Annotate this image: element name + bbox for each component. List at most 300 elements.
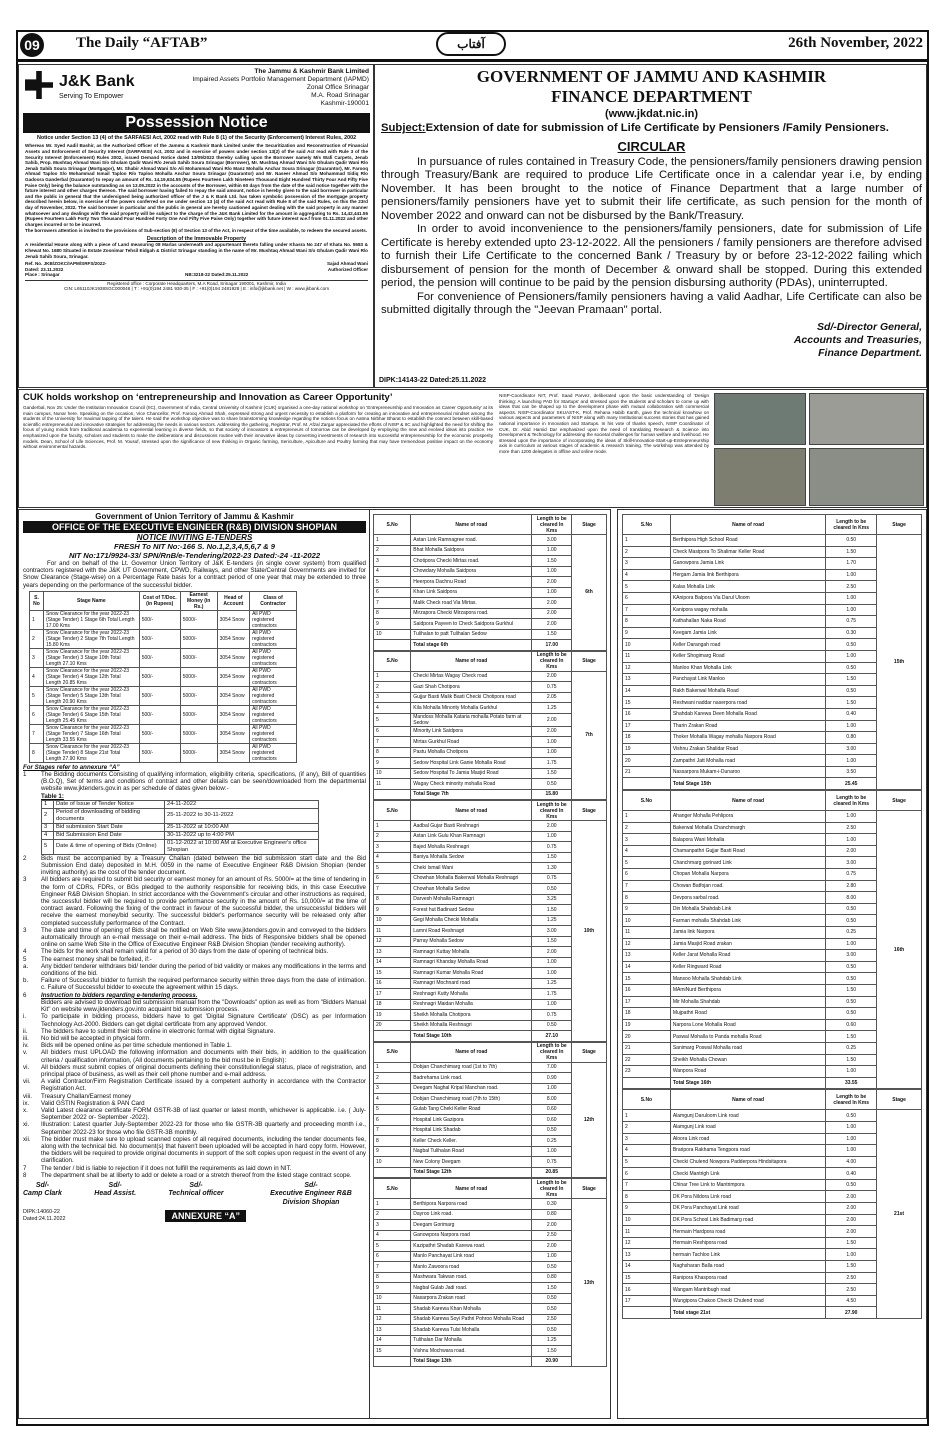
road-sno: 15: [623, 1272, 671, 1284]
road-length: 2.50: [826, 822, 877, 834]
signatory-1: Sd/-Director General,: [816, 320, 922, 333]
road-sno: 9: [374, 619, 411, 630]
road-row: [374, 671, 607, 682]
stage-total-label: Total stage 6th: [411, 640, 532, 651]
road-sno: 17: [623, 720, 671, 732]
property-heading: Description of the Immovable Property: [146, 235, 247, 242]
road-row: [374, 1199, 607, 1210]
stage-total-value: 20.90: [532, 1356, 572, 1367]
road-sno: 3: [374, 692, 411, 703]
condition-text: Treasury Challan/Earnest money: [41, 1092, 132, 1100]
work-table-cell: 5: [30, 686, 44, 705]
stage-col-header: Stage: [572, 1179, 607, 1199]
workshop-title: CUK holds workshop on ‘entrepreneurship and Innovation as Career Opportunity’: [23, 392, 393, 403]
road-name: Rakh Bakerwal Mohalla Road: [670, 685, 825, 697]
road-name: Mandoss Mohalla Kataria mohalla Potato farm at Sedow: [411, 713, 532, 726]
road-name: Wangam Mantribugh road: [670, 1284, 825, 1296]
road-name: Nagbal Tulihalan Road: [411, 1146, 532, 1157]
road-length: 3.25: [532, 894, 572, 905]
road-sno: 10: [374, 1293, 411, 1304]
stage-col-header: Name of road: [411, 515, 532, 535]
work-table-row: [30, 667, 297, 686]
road-sno: 19: [374, 1010, 411, 1021]
road-length: 0.30: [826, 627, 877, 639]
stage-label: 13th: [572, 1199, 607, 1367]
road-sno: 5: [623, 857, 671, 869]
road-sno: 12: [623, 1237, 671, 1249]
road-name: Parray Mohalla Sedow: [411, 936, 532, 947]
work-table-cell: All PWD registered contractors: [250, 610, 297, 629]
bank-tagline: Serving To Empower: [59, 93, 124, 100]
road-sno: 7: [374, 737, 411, 748]
road-sno: 4: [623, 1145, 671, 1157]
road-length: 0.50: [532, 1304, 572, 1315]
road-name: Dayroo Link road.: [411, 1209, 532, 1220]
road-sno: 11: [623, 927, 671, 939]
bank-name: J&K Bank: [59, 73, 135, 90]
road-length: 1.00: [826, 1121, 877, 1133]
condition-text: The date and time of opening of Bids shall be notified on Web Site www.jktenders.gov.in and conveyed to the bidders automatically through an e-mail message on their e-mail address. The bids of Responsive bidders shall be opened online on same Web Site in the Office of Executive Engineer R&B Division Shopian (tender receiving authority).: [41, 926, 366, 949]
stage-col-header: Length to be cleared In Kms: [532, 1042, 572, 1062]
signatory-2: Accounts and Treasuries,: [793, 333, 922, 346]
road-length: 0.50: [826, 685, 877, 697]
road-sno: 14: [623, 961, 671, 973]
workshop-photo-4: [809, 448, 924, 506]
condition-item: [23, 956, 366, 963]
road-name: Chopan Mohalla Narpora: [670, 869, 825, 881]
road-sno: 2: [374, 1073, 411, 1084]
condition-item: [23, 1136, 366, 1165]
condition-item: [23, 977, 366, 991]
road-name: Dobjan Chanchimarg road (1st to 7th): [411, 1062, 532, 1073]
workshop-col-2: NISP-Coordinator NIT, Prof. Saad Parvez, deliberated upon the basic understanding of ‘Design thinking: A launching PAD for Startups’ and stressed upon the students and scholars to come up with ideas that can be shaped up to the development phase with mutual collaboration with commercial aspects. NISP-Coordinator SKUAST-K, Prof. Rehana Habib Kanth, gave the technical knowhow on various aspects and parameters of NISP along with many Institutional success stories that has gained national importance in Innovation and Startups. In his vote of thanks speech, NISP Coordinator of CUK, Dr. Abid Hamid Dar emphasized upon the need of translating Research & Science into Development & Technology for addressing the societal challenges for human welfare and livelihood. He stressed upon the importance of incorporating the ideas of Skill-Innovation-Start-up-Entrepreneurship axis in curriculum at various stages of academic & research training. The workshop was attended by more than 1200 delegates in offline and online mode.: [499, 393, 709, 454]
work-table-header: S. No: [30, 591, 44, 610]
stage-table-header: [623, 1090, 922, 1110]
table1-label: Table 1:: [41, 792, 64, 800]
road-name: Vishnu Mochwara road.: [411, 1346, 532, 1357]
work-table-cell: All PWD registered contractors: [250, 648, 297, 667]
stage-label: 6th: [572, 535, 607, 651]
road-sno: 10: [374, 915, 411, 926]
workshop-photo-1: [714, 393, 806, 445]
schedule-cell: 25-11-2022 to 30-11-2022: [164, 808, 318, 823]
work-table-header: Head of Account: [217, 591, 249, 610]
condition-text: Instruction to bidders regarding e-tendering process.: [41, 991, 198, 999]
road-sno: 12: [623, 662, 671, 674]
work-table-header: Earnest Money (in Rs.): [180, 591, 217, 610]
tender-fresh: FRESH To NIT No:-166 S. No.1,2,3,4,5,6,7 & 9: [114, 542, 275, 551]
road-sno: 1: [374, 821, 411, 832]
road-sno: 11: [374, 779, 411, 790]
work-table-cell: 500/-: [139, 686, 180, 705]
stage-col-header: Length to be cleared In Kms: [826, 791, 877, 811]
work-table-row: [30, 705, 297, 724]
road-length: 1.00: [532, 999, 572, 1010]
road-name: Shadab Karewa Tulsi Mohalla: [411, 1325, 532, 1336]
road-length: 1.50: [826, 1261, 877, 1273]
work-table-cell: 500/-: [139, 705, 180, 724]
road-name: Hergam Jamia link Berthipora: [670, 569, 825, 581]
tender-nit: NIT No:171/9924-33/ SPN/RnB/e-Tendering/2022-23 Dated:-24 -11-2022: [68, 551, 321, 560]
road-length: 0.75: [532, 873, 572, 884]
road-length: 1.00: [532, 1251, 572, 1262]
road-length: 1.50: [532, 1346, 572, 1357]
stage-table: [373, 800, 607, 1042]
work-table-header: Stage Name: [43, 591, 139, 610]
road-length: 1.00: [826, 834, 877, 846]
road-sno: 6: [374, 587, 411, 598]
stage-col-header: Stage: [877, 515, 922, 535]
condition-text: No bid will be accepted in physical form.: [41, 1034, 152, 1042]
road-name: MAmiNurd Berthipora: [670, 984, 825, 996]
condition-item: [23, 1093, 366, 1100]
road-sno: 3: [623, 834, 671, 846]
road-length: 0.25: [532, 1136, 572, 1147]
road-length: 2.00: [532, 608, 572, 619]
stage-col-header: S.No: [623, 791, 671, 811]
road-name: Tulihalan to patt Tulihalan Sedow: [411, 629, 532, 640]
road-length: 1.00: [826, 720, 877, 732]
road-sno: 2: [374, 831, 411, 842]
road-name: Chowhan Mohalla Sedow: [411, 884, 532, 895]
condition-number: v.: [23, 1049, 28, 1057]
road-sno: 5: [623, 1156, 671, 1168]
stage-total-label: Total stage 21st: [670, 1307, 825, 1319]
road-sno: 4: [374, 703, 411, 714]
work-table-cell: 5000/-: [180, 610, 217, 629]
road-sno: 1: [374, 671, 411, 682]
road-sno: 11: [623, 650, 671, 662]
road-name: Ramnagri Khanday Mohalla Road: [411, 957, 532, 968]
road-length: 2.00: [826, 1191, 877, 1203]
road-length: 8.00: [532, 1094, 572, 1105]
road-sno: 1: [623, 535, 671, 547]
condition-item: [23, 876, 366, 926]
condition-text: All bidders must UPLOAD the following information and documents with their bids, in addition to the qualification criteria / qualification information, (All documents pertaining to the bid must be in English):: [41, 1049, 366, 1064]
road-length: 0.75: [532, 842, 572, 853]
work-table: [29, 591, 297, 763]
schedule-cell: 4: [42, 831, 54, 839]
work-table-cell: 6: [30, 705, 44, 724]
road-name: Manlo Zawoora road: [411, 1262, 532, 1273]
circular-para-3: For convenience of Pensioners/family pensioners having a valid Aadhar, Life Certificate can also be submitted digitally through the "Jeevan Pramaan" portal.: [381, 290, 922, 316]
road-sno: 8: [374, 608, 411, 619]
road-length: 0.50: [826, 662, 877, 674]
road-name: Wagay Check minority mohalla Road: [411, 779, 532, 790]
road-name: Hospital Link Gazipora: [411, 1115, 532, 1126]
road-length: 2.00: [826, 1214, 877, 1226]
road-name: Farman mohalla Shahdab Link: [670, 915, 825, 927]
work-table-cell: 5000/-: [180, 743, 217, 762]
road-sno: 5: [374, 713, 411, 726]
road-name: Alamgunj Daruloom Link road: [670, 1110, 825, 1122]
stage-table: [622, 790, 922, 1089]
road-sno: 12: [374, 1314, 411, 1325]
road-name: DK Pora Panchayat Link road: [670, 1203, 825, 1215]
road-length: 1.00: [826, 1145, 877, 1157]
road-name: Khan Link Saidpora: [411, 587, 532, 598]
road-length: 0.50: [532, 1125, 572, 1136]
road-name: Chinar Tree Link to Mantrimpora: [670, 1179, 825, 1191]
stage-col-header: Stage: [877, 791, 922, 811]
road-row: [374, 535, 607, 546]
condition-text: Illustration: Latest quarter July-September 2022-23 for those who file GSTR-3B quarterly and proceeding month i.e., September 2022-23 for those who file GSTR-3B monthly.: [41, 1121, 366, 1136]
road-name: Mirtas Gurkhul Road: [411, 737, 532, 748]
condition-number: vii.: [23, 1078, 31, 1086]
stage-table: [373, 514, 607, 651]
road-sno: 8: [374, 1136, 411, 1147]
stage-col-header: S.No: [374, 515, 411, 535]
road-length: 0.50: [826, 1179, 877, 1191]
stage-table-header: [623, 515, 922, 535]
road-length: 2.50: [826, 581, 877, 593]
road-name: Kathahallan Naka Road: [670, 616, 825, 628]
road-sno: 15: [623, 973, 671, 985]
road-length: 1.50: [532, 556, 572, 567]
schedule-cell: Bid Submission End Date: [54, 831, 165, 839]
road-name: Malik Check road Via Mirtas.: [411, 598, 532, 609]
road-length: 1.00: [532, 1083, 572, 1094]
road-sno: 18: [623, 732, 671, 744]
road-length: 1.50: [826, 984, 877, 996]
road-length: 1.00: [826, 592, 877, 604]
road-length: 0.25: [826, 1042, 877, 1054]
road-sno: 16: [623, 984, 671, 996]
road-sno: 6: [623, 592, 671, 604]
stage-label: 16th: [877, 811, 922, 1089]
road-name: Keller Jarat Mohalla Road: [670, 950, 825, 962]
road-sno: 7: [623, 1179, 671, 1191]
condition-item: [23, 1042, 366, 1049]
road-sno: 13: [623, 950, 671, 962]
road-sno: 10: [623, 1214, 671, 1226]
road-name: Ranipora Khaspora road: [670, 1272, 825, 1284]
condition-number: xi.: [23, 1121, 30, 1129]
possession-notice: [18, 64, 374, 388]
stage-total-value: 15.80: [532, 789, 572, 800]
schedule-cell: 5: [42, 839, 54, 854]
work-table-cell: 5000/-: [180, 724, 217, 743]
property-text: A residential House along with a piece of Land measuring 08 Marlas underneath and appurtenant thereto falling under Khasra No 247 of Khata No. 5583 & Khewat No. 1680 Situated in Estate Zoonimar Tehsil Eidgah & District Srinagar standing in the name of Mr. Mushtaq Ahmad Wani S/o Ghulam Qadir Wani R/o Jenab Sahib Soura, Srinagar.: [25, 242, 368, 259]
paper-logo: آفتاب: [436, 32, 506, 56]
road-sno: 8: [623, 892, 671, 904]
road-length: 1.25: [532, 1335, 572, 1346]
work-table-cell: Snow Clearance for the year 2022-23 (Stage Tender) 5 Stage 13th Total Length 20.90 Kms: [43, 686, 139, 705]
work-table-cell: All PWD registered contractors: [250, 667, 297, 686]
road-row: [374, 821, 607, 832]
schedule-cell: 30-11-2022 up to 4:00 PM: [164, 831, 318, 839]
condition-text: The tender / bid is liable to rejection if it does not fulfill the requirements as laid down in NIT.: [41, 1164, 292, 1172]
road-sno: 4: [623, 569, 671, 581]
road-name: Bajed Mohalla Reshnagri: [411, 842, 532, 853]
work-table-cell: 500/-: [139, 667, 180, 686]
road-name: Bakerwal Mohalla Chanchmargh: [670, 822, 825, 834]
road-name: Gazi Shah Chotipora: [411, 682, 532, 693]
work-table-row: [30, 724, 297, 743]
tender-intro: For and on behalf of the Lt. Governor Union Territory of J&K E-tenders (in single cover system) from qualified contractors registered with the J&K UT Government, CPWD, Railways, and other State/Central Governments are invited for Snow Clearance (Stage-wise) on a Percentage Rate basis for a contract period of one year that may be extended to three years depending on the performance of the successful bidder.: [23, 560, 366, 589]
road-name: Kila Mohalla Minority Mohalla Gurkhul: [411, 703, 532, 714]
road-length: 0.50: [532, 884, 572, 895]
work-table-cell: 5000/-: [180, 667, 217, 686]
circular-para-1: In pursuance of rules contained in Treasury Code, the pensioners/family pensioners drawing pension through Treasury/Bank are required to produce Life Certificate once in a calendar year i.e, by ending November. It has been brought to the notice of Finance Department that a large number of pensioners/family pensioners have yet to submit their life certificate, as such pension for the month of November 2022 and onward can not be disbursed by the Bank/Treasury.: [381, 155, 922, 222]
schedule-row: [42, 823, 319, 831]
road-sno: 3: [623, 558, 671, 570]
road-sno: 10: [374, 1157, 411, 1168]
road-sno: 21: [623, 1042, 671, 1054]
condition-text: All bidders must submit copies of original documents defining their constitution/legal status, place of registration, and principal place of business, as well as their cell phone number and e-mail address.: [41, 1063, 366, 1078]
road-name: Wanpora Road: [670, 1066, 825, 1078]
road-sno: 4: [374, 566, 411, 577]
road-sno: 1: [623, 811, 671, 823]
schedule-cell: 3: [42, 823, 54, 831]
road-sno: 6: [623, 1168, 671, 1180]
road-name: Minority Link Saidpora: [411, 726, 532, 737]
road-name: Ramnagri Kumar Mohalla Road: [411, 968, 532, 979]
signatory: Sd/- Executive Engineer R&B Division Shopian: [270, 1181, 352, 1206]
condition-text: The bidder must make sure to upload scanned copies of all required documents, including the tender documents fee, along with the technical bid. No document(s) that haven't been uploaded will be accepted in hard copy form. However, the bidders will be required to provide original documents in support of the soft copies upon request in the event of any clarification.: [41, 1135, 366, 1165]
stage-table: [373, 651, 607, 801]
stage-col-header: Length to be cleared In Kms: [532, 1179, 572, 1199]
stage-col-header: S.No: [623, 1090, 671, 1110]
road-length: 0.50: [826, 961, 877, 973]
dept-title: FINANCE DEPARTMENT: [551, 87, 752, 106]
road-name: Lamni Road Reshnagri: [411, 926, 532, 937]
stage-label: 15th: [877, 535, 922, 790]
stage-col-header: S.No: [374, 1179, 411, 1199]
circular-heading: CIRCULAR: [617, 138, 686, 154]
officer-name: Sajad Ahmad Wani: [326, 261, 368, 267]
road-length: 1.50: [826, 697, 877, 709]
stage-col-header: Length to be cleared In Kms: [532, 801, 572, 821]
road-name: Sanimarg Poswal Mohalla road: [670, 1042, 825, 1054]
road-length: 1.00: [532, 957, 572, 968]
road-length: 1.50: [532, 905, 572, 916]
road-name: Keller Shogimarg Road: [670, 650, 825, 662]
road-sno: 23: [623, 1066, 671, 1078]
work-table-cell: 3: [30, 648, 44, 667]
condition-number: vi.: [23, 1063, 30, 1071]
work-table-cell: 3054 Snow: [217, 667, 249, 686]
jk-bank-mark-icon: [25, 71, 53, 99]
road-name: Reshwani naddar naserpora road: [670, 697, 825, 709]
road-name: Astan Link Gulu Khan Ramnagri: [411, 831, 532, 842]
road-name: Keegam Jamia Link: [670, 627, 825, 639]
condition-number: 3: [23, 876, 27, 884]
work-table-cell: All PWD registered contractors: [250, 686, 297, 705]
condition-item: [23, 1165, 366, 1172]
road-sno: 12: [374, 936, 411, 947]
condition-item: [23, 855, 366, 877]
condition-item: [23, 1121, 366, 1135]
work-table-cell: Snow Clearance for the year 2022-23 (Stage Tender) 3 Stage 10th Total Length 27.10 Kms: [43, 648, 139, 667]
road-length: 0.75: [532, 1157, 572, 1168]
road-sno: 22: [623, 1054, 671, 1066]
road-name: Gulab Tang Cheki Keller Road: [411, 1104, 532, 1115]
work-table-cell: 8: [30, 743, 44, 762]
condition-item: [23, 1028, 366, 1035]
officer-title: Authorized Officer: [327, 266, 368, 272]
condition-number: 4: [23, 948, 27, 956]
road-sno: 10: [374, 629, 411, 640]
issue-date: 26th November, 2022: [788, 35, 923, 51]
schedule-cell: 01-12-2022 at 10:00 AM at Executive Engineer's office Shopian: [164, 839, 318, 854]
work-table-cell: 3054 Snow: [217, 686, 249, 705]
road-sno: 14: [623, 685, 671, 697]
road-sno: 20: [623, 1031, 671, 1043]
road-sno: 20: [374, 1020, 411, 1031]
condition-1: The Bidding documents Consisting of qualifying information, eligibility criteria, specifications, (if any), Bill of quantities (B.O.Q), Set of terms and conditions of contract and other details can be seen/downloaded from the departmental website www.jktenders.gov.in as per schedule of dates given below:-: [41, 771, 366, 793]
finance-circular: [374, 64, 927, 388]
road-length: 1.00: [826, 569, 877, 581]
road-sno: 13: [374, 1325, 411, 1336]
road-sno: 15: [374, 1346, 411, 1357]
road-name: Shahdab Karewa Deen Mohalla Road: [670, 708, 825, 720]
road-name: New Colony Deegam: [411, 1157, 532, 1168]
condition-number: 6: [23, 991, 27, 999]
ref-dated: Dated: 23.11.2022: [25, 266, 64, 272]
road-sno: 5: [374, 1241, 411, 1252]
work-table-cell: All PWD registered contractors: [250, 629, 297, 648]
road-name: Manlo Panchayat Link road: [411, 1251, 532, 1262]
road-sno: 17: [374, 989, 411, 1000]
bank-contact: CIN: L65110JK1938SGC000048 | T : +91(0)194 2481 930-35 | F : +91(0)194 2481928 | E : info@jkbank.net | W : www.jkbank.com: [63, 286, 330, 292]
road-length: 1.75: [532, 758, 572, 769]
stage-table: [622, 1089, 922, 1319]
work-table-row: [30, 743, 297, 762]
condition-text: All bidders are required to submit bid security or earnest money for an amount of Rs. 5000/= at the time of tendering in the form of CDRs, FDRs, or BGs pledged to the authority responsible for receiving bids, in this case Executive Engineer R&B Division Shopian. In strict accordance with the Government's circular and other instructions as required, the successful bidder will be required to provide performance security in the amount of Rs. 10,000/= at the time of contract award. Following the fixing of the contract in favour of the successful bidder, the unsuccessful bidders will receive the earnest money/bid security. The successful bidder's performance security will be released only after completed successfully performance of the Contract.: [41, 876, 366, 927]
condition-number: b.: [23, 977, 29, 985]
work-table-cell: 500/-: [139, 648, 180, 667]
stage-col-header: Name of road: [670, 1090, 825, 1110]
road-sno: 9: [374, 1146, 411, 1157]
schedule-table: [41, 800, 319, 855]
road-name: Mujpathri Road: [670, 1008, 825, 1020]
stage-col-header: Length to be cleared In Kms: [532, 651, 572, 671]
signatory-3: Finance Department.: [818, 346, 922, 359]
road-sno: 1: [374, 1199, 411, 1210]
road-length: 3.50: [826, 766, 877, 778]
work-table-cell: 5000/-: [180, 648, 217, 667]
stage-total-label: Total Stage 16th: [670, 1077, 825, 1089]
circular-subject: Subject:Extension of date for submission of Life Certificate by Pensioners /Family Pensioners.: [381, 122, 889, 134]
stage-col-header: Name of road: [411, 651, 532, 671]
road-name: Baniya Mohalla Sedow: [411, 852, 532, 863]
condition-number: 2: [23, 854, 27, 862]
road-length: 0.50: [532, 1293, 572, 1304]
masthead-rule: [16, 59, 929, 62]
road-length: 1.00: [826, 604, 877, 616]
road-sno: 9: [623, 903, 671, 915]
road-length: 1.50: [532, 852, 572, 863]
condition-number: 8: [23, 1171, 27, 1179]
road-sno: 3: [623, 1133, 671, 1145]
place: Place : Srinagar: [25, 272, 60, 278]
road-length: 1.50: [826, 1031, 877, 1043]
road-sno: 10: [374, 768, 411, 779]
stage-total-label: Total Stage 12th: [411, 1167, 532, 1178]
condition-text: Valid Latest clearance certificate FORM GSTR-3B of last quarter or latest month, whichever is applicable. i.e. ( July- September 2022 or- September -2022).: [41, 1106, 366, 1122]
road-length: 1.50: [826, 1237, 877, 1249]
bank-address: The Jammu & Kashmir Bank Limited Impaired Assets Portfolio Management Department (IAPMD) Zonal Office Srinagar M.A. Road Srinagar Kashmir-190001: [192, 68, 369, 107]
road-name: Tulihalan Dar Mohalla: [411, 1335, 532, 1346]
road-sno: 1: [374, 1062, 411, 1073]
stage-total-label: Total Stage 10th: [411, 1031, 532, 1042]
road-name: Din Mohalla Shahdab Link: [670, 903, 825, 915]
road-row: [623, 811, 922, 823]
road-name: Nassarpora Mukam-i-Dunaroo: [670, 766, 825, 778]
road-name: Bhat Mohalla Saidpora: [411, 545, 532, 556]
schedule-row: [42, 831, 319, 839]
